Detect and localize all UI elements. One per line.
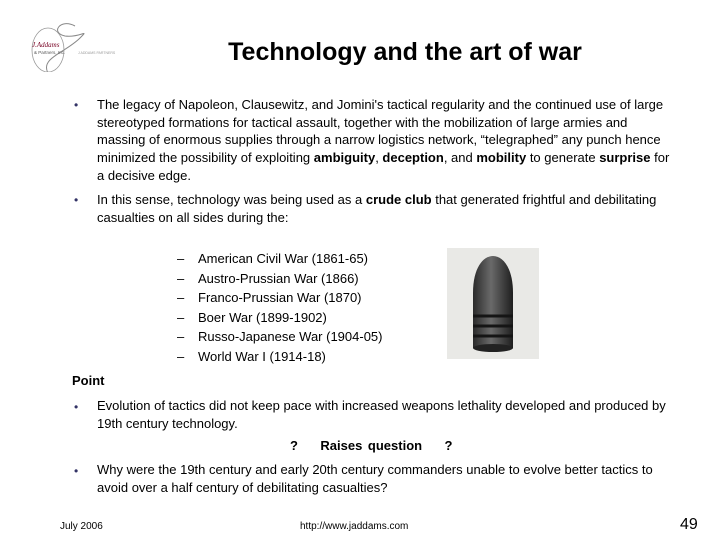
text-run: , and [443,150,477,166]
emphasis-text: deception [382,150,444,166]
list-item [177,269,383,289]
dash: – [177,348,185,364]
text-run: The legacy of Napoleon, Clausewitz, and Jomini's tactical regularity and the continued use of large stereotyped formations for tactical assault, together with the mobilization of large armies and massing of enormous supplies through a narrow logistics network, “telegraphed” any punch hence minimized the possibility of exploiting [97,97,664,166]
list-item [177,308,383,328]
dash: – [177,290,185,306]
emphasis-text: surprise [599,150,651,166]
raises-question: ? Raises question ? [290,438,453,453]
emphasis-text: mobility [476,150,527,166]
bullet-text-evolution: Evolution of tactics did not keep pace with increased weapons lethality developed and produced by 19th century technology. [97,398,666,431]
war-label: American Civil War (1861-65) [198,251,369,266]
footer-date: July 2006 [60,521,103,532]
dash: – [177,270,185,286]
svg-text:J.Addams: J.Addams [32,41,60,49]
war-label: Russo-Japanese War (1904-05) [198,329,383,345]
list-item [177,249,383,269]
svg-text:J ADDAMS PARTNERS: J ADDAMS PARTNERS [78,51,116,55]
list-item [177,288,383,308]
war-label: Boer War (1899-1902) [198,309,327,325]
minie-ball-image [447,248,539,359]
bullet-text-crude-club [97,191,677,226]
footer-url[interactable]: http://www.jaddams.com [300,521,409,532]
list-item [177,327,383,347]
bullet-text-question: Why were the 19th century and early 20th century commanders unable to evolve better tactics to avoid over a half century of debilitating casualties? [97,462,653,495]
text-run: for a decisive edge. [97,150,670,183]
svg-text:& Partners, Inc.: & Partners, Inc. [34,50,66,55]
slide-title: Technology and the art of war [228,38,582,66]
bullet-text-legacy [97,96,677,185]
war-label: Austro-Prussian War (1866) [198,270,359,286]
bullet-icon: • [74,193,79,207]
dash: – [177,251,185,266]
emphasis-text: crude club [365,192,432,207]
text-run: , [375,150,383,166]
company-logo [20,8,120,72]
emphasis-text: ambiguity [313,150,376,166]
war-label: World War I (1914-18) [198,348,326,364]
dash: – [177,309,185,325]
text-run: In this sense, technology was being used as a [97,192,366,207]
text-run: to generate [526,150,600,166]
bullet-icon: • [74,464,79,478]
point-heading: Point [72,373,105,388]
bullet-icon: • [74,98,79,112]
text-run: that generated frightful and debilitating casualties on all sides during the: [97,192,657,225]
bullet-icon: • [74,400,79,414]
page-number: 49 [680,516,698,533]
dash: – [177,329,185,345]
list-item [177,347,383,367]
wars-list [177,249,383,367]
war-label: Franco-Prussian War (1870) [198,290,362,306]
